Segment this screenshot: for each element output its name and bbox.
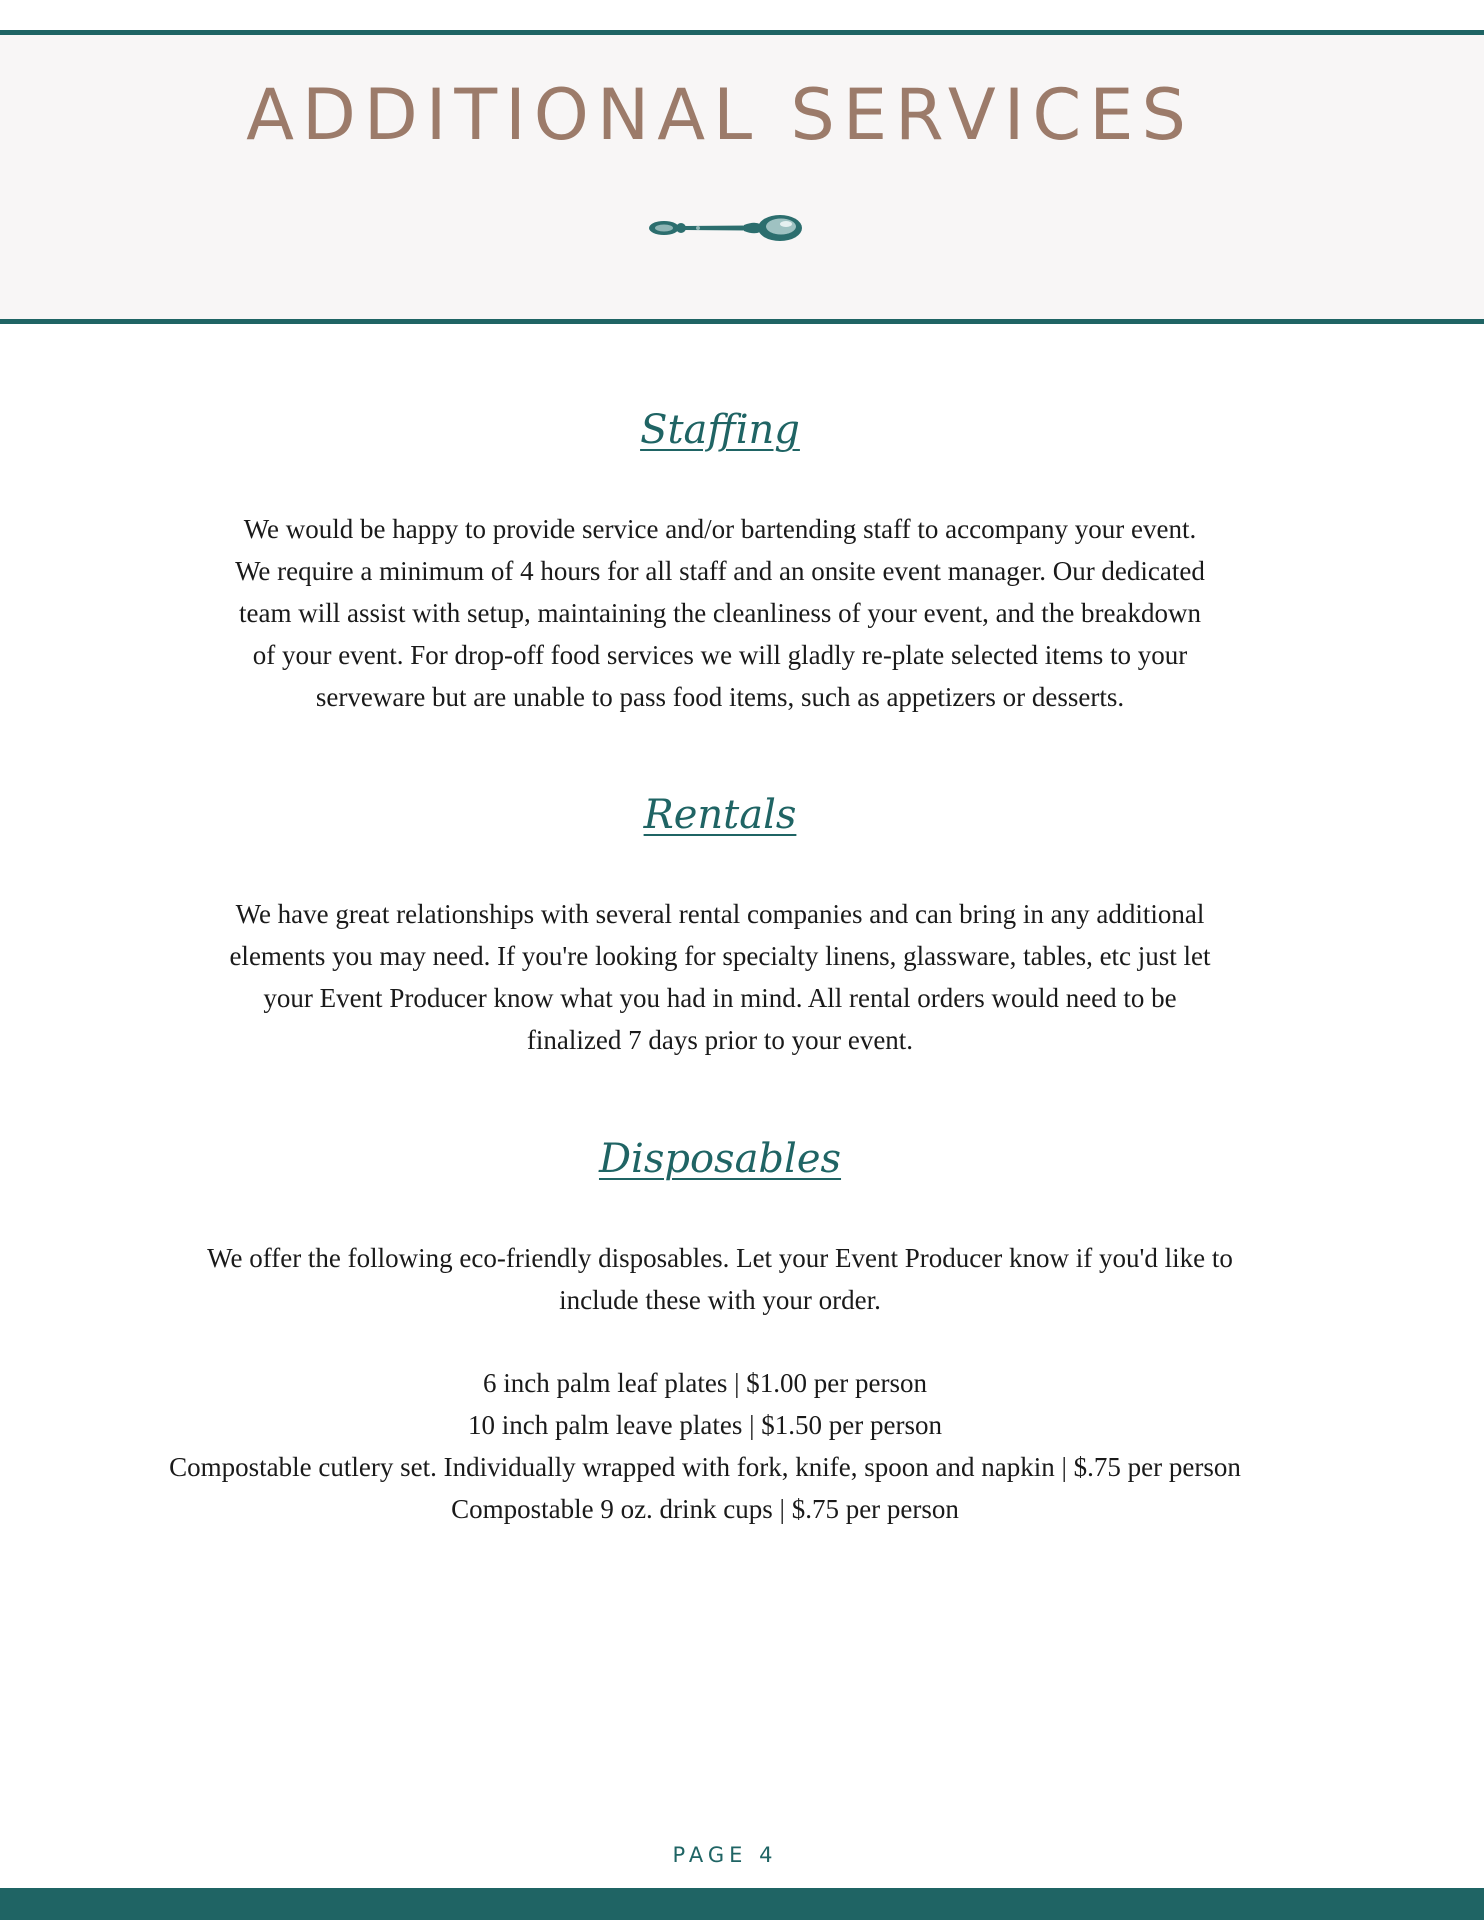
rentals-line: We have great relationships with several rental companies and can bring in any additional <box>235 899 1205 929</box>
staffing-line: We require a minimum of 4 hours for all staff and an onsite event manager. Our dedicated <box>235 556 1205 586</box>
page-number: PAGE 4 <box>672 1843 778 1867</box>
staffing-line: team will assist with setup, maintaining the cleanliness of your event, and the breakdown <box>238 598 1202 628</box>
list-item: 10 inch palm leave plates | $1.50 per person <box>467 1410 943 1440</box>
list-item: Compostable 9 oz. drink cups | $.75 per person <box>451 1494 959 1524</box>
list-item: Compostable cutlery set. Individually wrapped with fork, knife, spoon and napkin | $.75 per person <box>169 1452 1241 1482</box>
footer-band <box>0 1888 1484 1920</box>
disposables-line: include these with your order. <box>559 1285 881 1315</box>
rentals-line: your Event Producer know what you had in mind. All rental orders would need to be <box>263 983 1177 1013</box>
staffing-line: We would be happy to provide service and/or bartending staff to accompany your event. <box>243 514 1197 544</box>
staffing-line: of your event. For drop-off food services we will gladly re-plate selected items to your <box>252 640 1188 670</box>
disposables-line: We offer the following eco-friendly disposables. Let your Event Producer know if you'd like to <box>207 1243 1233 1273</box>
rentals-line: elements you may need. If you're looking for specialty linens, glassware, tables, etc just let <box>229 941 1211 971</box>
disposables-price-list <box>60 1362 1350 1530</box>
spoon-icon <box>648 208 804 248</box>
staffing-paragraph <box>100 508 1340 718</box>
page-title: ADDITIONAL SERVICES <box>246 74 1194 156</box>
section-heading-rentals: Rentals <box>643 792 797 838</box>
rentals-line: finalized 7 days prior to your event. <box>526 1025 914 1055</box>
rentals-paragraph <box>100 893 1340 1061</box>
list-item: 6 inch palm leaf plates | $1.00 per person <box>482 1368 928 1398</box>
staffing-line: serveware but are unable to pass food items, such as appetizers or desserts. <box>315 682 1125 712</box>
section-heading-disposables: Disposables <box>598 1136 842 1182</box>
section-heading-staffing: Staffing <box>640 407 800 453</box>
disposables-paragraph <box>100 1237 1340 1321</box>
